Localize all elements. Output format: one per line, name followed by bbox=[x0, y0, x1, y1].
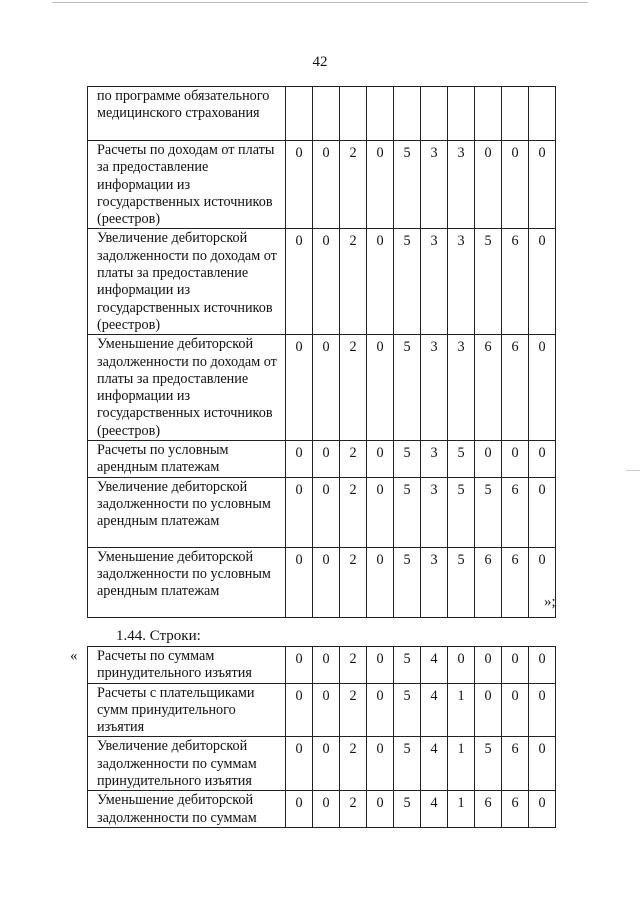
code-digit: 0 bbox=[367, 141, 394, 229]
row-label: Уменьшение дебиторской задолженности по суммам bbox=[88, 791, 286, 828]
table-row bbox=[88, 335, 556, 441]
code-digit: 1 bbox=[448, 791, 475, 828]
code-digit: 1 bbox=[448, 737, 475, 791]
table-row bbox=[88, 791, 556, 828]
table-row bbox=[88, 647, 556, 684]
code-digit: 3 bbox=[421, 229, 448, 335]
code-digit: 2 bbox=[340, 647, 367, 684]
code-digit: 0 bbox=[313, 683, 340, 737]
code-digit: 0 bbox=[529, 647, 556, 684]
code-digit: 6 bbox=[502, 791, 529, 828]
code-digit: 6 bbox=[502, 737, 529, 791]
code-digit: 5 bbox=[394, 335, 421, 441]
table-row bbox=[88, 441, 556, 478]
code-digit: 0 bbox=[475, 441, 502, 478]
code-digit: 0 bbox=[529, 335, 556, 441]
code-digit: 3 bbox=[421, 547, 448, 617]
code-digit: 0 bbox=[286, 547, 313, 617]
table-row bbox=[88, 737, 556, 791]
row-label: по программе обязательного медицинского страхования bbox=[88, 87, 286, 141]
code-digit: 0 bbox=[286, 441, 313, 478]
closing-quote-mark: »; bbox=[544, 594, 556, 610]
code-digit: 0 bbox=[367, 647, 394, 684]
code-digit: 3 bbox=[448, 141, 475, 229]
code-digit: 0 bbox=[529, 683, 556, 737]
code-digit: 0 bbox=[313, 229, 340, 335]
code-digit: 0 bbox=[529, 141, 556, 229]
code-digit: 0 bbox=[367, 477, 394, 547]
code-digit bbox=[502, 87, 529, 141]
code-digit: 2 bbox=[340, 737, 367, 791]
code-digit: 5 bbox=[394, 737, 421, 791]
code-digit: 5 bbox=[394, 791, 421, 828]
code-digit: 0 bbox=[286, 335, 313, 441]
code-digit: 3 bbox=[421, 335, 448, 441]
code-digit: 3 bbox=[448, 229, 475, 335]
code-digit: 0 bbox=[448, 647, 475, 684]
code-digit: 0 bbox=[529, 791, 556, 828]
code-digit: 2 bbox=[340, 335, 367, 441]
code-digit: 2 bbox=[340, 141, 367, 229]
code-digit: 0 bbox=[475, 683, 502, 737]
code-digit: 0 bbox=[367, 335, 394, 441]
code-digit: 0 bbox=[286, 647, 313, 684]
code-digit: 6 bbox=[502, 229, 529, 335]
code-digit: 5 bbox=[394, 647, 421, 684]
code-digit: 6 bbox=[475, 547, 502, 617]
code-digit: 0 bbox=[529, 441, 556, 478]
row-label: Уменьшение дебиторской задолженности по доходам от платы за предоставление информации из государственных источников (реестров) bbox=[88, 335, 286, 441]
code-digit: 0 bbox=[529, 737, 556, 791]
code-digit: 0 bbox=[502, 647, 529, 684]
code-digit: 6 bbox=[475, 335, 502, 441]
code-digit: 0 bbox=[367, 441, 394, 478]
margin-mark bbox=[626, 470, 640, 471]
code-digit: 5 bbox=[394, 141, 421, 229]
code-digit: 5 bbox=[394, 229, 421, 335]
code-digit: 0 bbox=[313, 647, 340, 684]
code-digit: 5 bbox=[448, 547, 475, 617]
code-digit bbox=[421, 87, 448, 141]
code-digit: 1 bbox=[448, 683, 475, 737]
row-label: Увеличение дебиторской задолженности по условным арендным платежам bbox=[88, 477, 286, 547]
code-digit: 6 bbox=[502, 547, 529, 617]
code-digit: 3 bbox=[421, 441, 448, 478]
code-digit: 2 bbox=[340, 229, 367, 335]
code-digit: 5 bbox=[448, 477, 475, 547]
code-digit: 4 bbox=[421, 737, 448, 791]
code-digit: 2 bbox=[340, 791, 367, 828]
code-digit: 4 bbox=[421, 683, 448, 737]
code-digit: 0 bbox=[367, 737, 394, 791]
row-label: Увеличение дебиторской задолженности по доходам от платы за предоставление информации из государственных источников (реестров) bbox=[88, 229, 286, 335]
code-digit bbox=[529, 87, 556, 141]
table-row bbox=[88, 87, 556, 141]
code-digit: 5 bbox=[394, 477, 421, 547]
page-number: 42 bbox=[312, 54, 328, 70]
code-digit: 0 bbox=[502, 683, 529, 737]
code-digit bbox=[367, 87, 394, 141]
code-digit bbox=[340, 87, 367, 141]
row-label: Расчеты с плательщиками сумм принудительного изъятия bbox=[88, 683, 286, 737]
code-digit: 0 bbox=[502, 141, 529, 229]
code-digit: 5 bbox=[394, 441, 421, 478]
code-digit: 5 bbox=[475, 229, 502, 335]
code-digit: 0 bbox=[313, 335, 340, 441]
code-digit: 0 bbox=[529, 547, 556, 617]
code-digit: 0 bbox=[313, 477, 340, 547]
row-label: Расчеты по доходам от платы за предоставление информации из государственных источников (реестров) bbox=[88, 141, 286, 229]
code-digit: 0 bbox=[367, 229, 394, 335]
top-border-line bbox=[52, 2, 588, 3]
row-label: Увеличение дебиторской задолженности по суммам принудительного изъятия bbox=[88, 737, 286, 791]
code-digit: 0 bbox=[286, 791, 313, 828]
code-digit: 0 bbox=[286, 683, 313, 737]
row-label: Расчеты по суммам принудительного изъятия bbox=[88, 647, 286, 684]
section-heading: 1.44. Строки: bbox=[116, 628, 201, 644]
code-digit: 6 bbox=[475, 791, 502, 828]
code-digit: 0 bbox=[367, 547, 394, 617]
code-digit: 0 bbox=[286, 229, 313, 335]
code-digit: 3 bbox=[421, 141, 448, 229]
code-digit: 3 bbox=[421, 477, 448, 547]
table-row bbox=[88, 477, 556, 547]
code-digit: 0 bbox=[313, 547, 340, 617]
table-row bbox=[88, 547, 556, 617]
code-digit bbox=[286, 87, 313, 141]
code-digit: 5 bbox=[475, 477, 502, 547]
account-codes-table-1 bbox=[87, 86, 556, 618]
code-digit: 2 bbox=[340, 547, 367, 617]
code-digit: 0 bbox=[529, 229, 556, 335]
code-digit: 0 bbox=[313, 141, 340, 229]
code-digit: 6 bbox=[502, 477, 529, 547]
table-row bbox=[88, 229, 556, 335]
table-row bbox=[88, 141, 556, 229]
code-digit: 0 bbox=[286, 737, 313, 791]
code-digit: 0 bbox=[313, 737, 340, 791]
code-digit: 0 bbox=[529, 477, 556, 547]
row-label: Уменьшение дебиторской задолженности по условным арендным платежам bbox=[88, 547, 286, 617]
code-digit bbox=[394, 87, 421, 141]
code-digit: 2 bbox=[340, 441, 367, 478]
code-digit: 5 bbox=[475, 737, 502, 791]
code-digit: 2 bbox=[340, 683, 367, 737]
row-label: Расчеты по условным арендным платежам bbox=[88, 441, 286, 478]
code-digit: 3 bbox=[448, 335, 475, 441]
code-digit bbox=[475, 87, 502, 141]
code-digit: 5 bbox=[394, 683, 421, 737]
code-digit: 0 bbox=[367, 683, 394, 737]
code-digit: 4 bbox=[421, 647, 448, 684]
account-codes-table-2 bbox=[87, 646, 556, 828]
code-digit: 0 bbox=[286, 141, 313, 229]
code-digit: 0 bbox=[502, 441, 529, 478]
code-digit: 0 bbox=[475, 647, 502, 684]
opening-quote-mark: « bbox=[70, 648, 78, 664]
code-digit bbox=[313, 87, 340, 141]
code-digit: 0 bbox=[367, 791, 394, 828]
code-digit: 2 bbox=[340, 477, 367, 547]
code-digit bbox=[448, 87, 475, 141]
code-digit: 0 bbox=[475, 141, 502, 229]
code-digit: 0 bbox=[313, 791, 340, 828]
code-digit: 4 bbox=[421, 791, 448, 828]
code-digit: 0 bbox=[313, 441, 340, 478]
table-row bbox=[88, 683, 556, 737]
code-digit: 6 bbox=[502, 335, 529, 441]
code-digit: 5 bbox=[394, 547, 421, 617]
code-digit: 5 bbox=[448, 441, 475, 478]
code-digit: 0 bbox=[286, 477, 313, 547]
